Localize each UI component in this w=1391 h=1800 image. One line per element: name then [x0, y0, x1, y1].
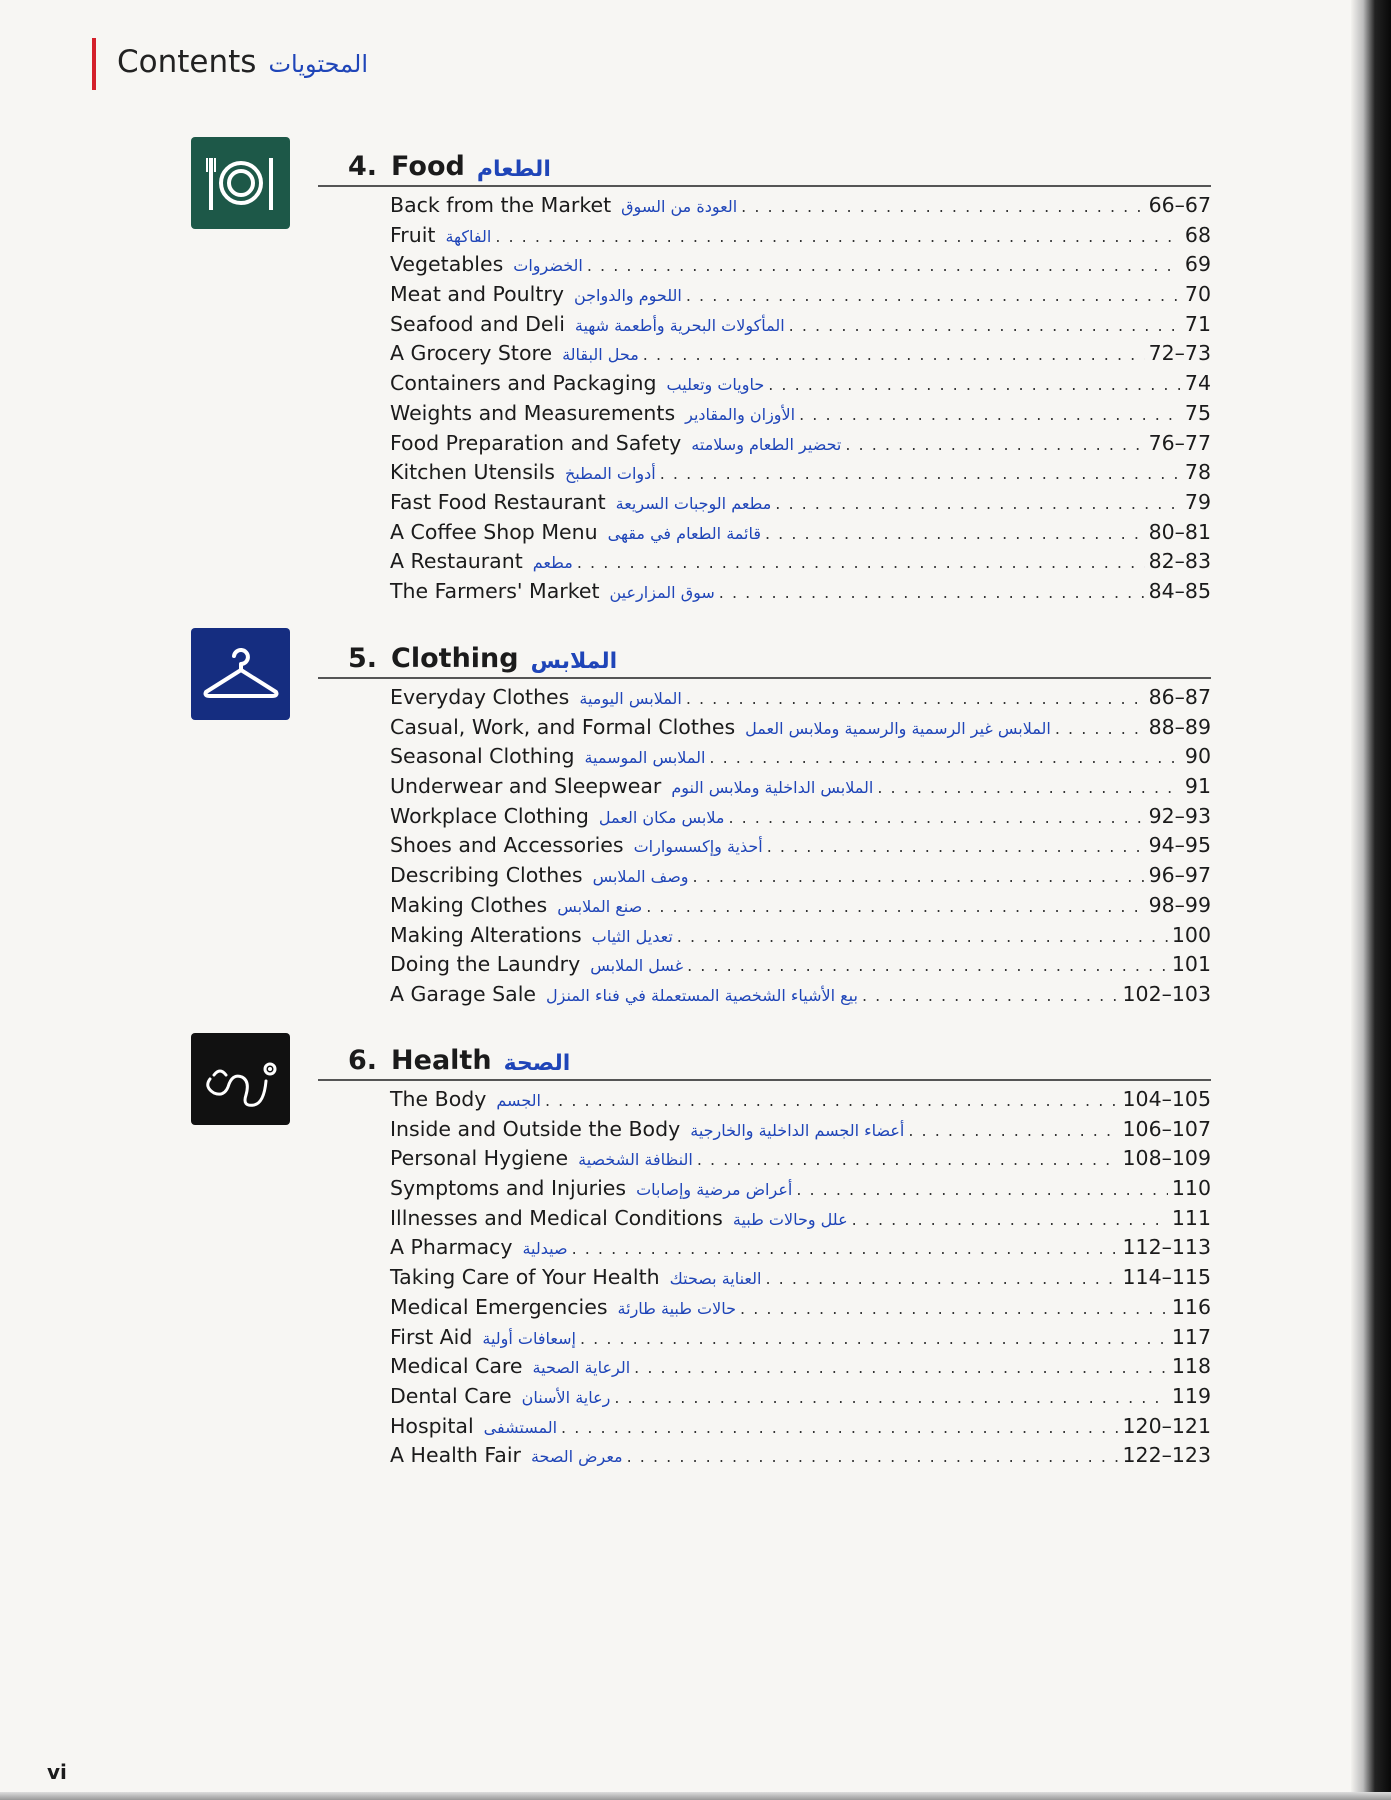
- dot-leader: [572, 1239, 1119, 1258]
- page-edge-shadow: [1351, 0, 1391, 1800]
- title-en: Contents: [117, 44, 257, 80]
- entry-title-ar: العودة من السوق: [621, 197, 738, 216]
- entry-title: Containers and Packaging: [390, 371, 657, 396]
- entry-title-ar: صنع الملابس: [557, 896, 643, 916]
- entry-title-ar: اللحوم والدواجن: [573, 286, 682, 306]
- entry-page: 76–77: [1148, 430, 1211, 455]
- entry-title: Seasonal Clothing: [390, 744, 575, 769]
- entry-title-ar: المستشفى: [483, 1417, 558, 1437]
- entry-page: 108–109: [1122, 1146, 1211, 1171]
- dot-leader: [796, 1180, 1168, 1199]
- section-heading: [318, 634, 1211, 679]
- entry-page: 70: [1184, 282, 1211, 307]
- entry-title-ar: تحضير الطعام وسلامته: [691, 434, 842, 454]
- entry-title: A Grocery Store: [390, 341, 553, 366]
- entry-title-ar: علل وحالات طبية: [732, 1209, 848, 1229]
- dot-leader: [686, 689, 1145, 708]
- entry-title-ar: أدوات المطبخ: [564, 464, 656, 484]
- entry-title-ar: تعديل الثياب: [591, 926, 673, 946]
- dot-leader: [862, 986, 1119, 1005]
- entry-page: 98–99: [1148, 892, 1211, 917]
- dot-leader: [577, 553, 1145, 572]
- dot-leader: [765, 524, 1145, 543]
- entry-title-ar: محل البقالة: [562, 345, 639, 365]
- entry-page: 84–85: [1148, 578, 1211, 603]
- toc-entry[interactable]: [390, 1176, 1211, 1206]
- dot-leader: [908, 1121, 1118, 1140]
- entry-page: 96–97: [1148, 863, 1211, 888]
- toc-entry[interactable]: [390, 1295, 1211, 1325]
- entry-page: 72–73: [1148, 341, 1211, 366]
- entry-title-ar: أعراض مرضية وإصابات: [636, 1180, 793, 1200]
- dot-leader: [728, 808, 1144, 827]
- entry-page: 90: [1184, 744, 1211, 769]
- entry-page: 88–89: [1148, 714, 1211, 739]
- dot-leader: [646, 897, 1144, 916]
- toc-entry[interactable]: [390, 1384, 1211, 1414]
- entry-title-ar: وصف الملابس: [592, 867, 689, 887]
- entry-title: Making Clothes: [390, 892, 548, 917]
- entry-title: Doing the Laundry: [390, 952, 581, 977]
- dot-leader: [1055, 719, 1145, 738]
- toc-entry[interactable]: [390, 460, 1211, 490]
- entry-title: Symptoms and Injuries: [390, 1176, 627, 1201]
- page-number: vi: [47, 1760, 67, 1784]
- toc-entry[interactable]: [390, 863, 1211, 893]
- toc-entry[interactable]: [390, 549, 1211, 579]
- toc-entry[interactable]: [390, 193, 1211, 223]
- entry-page: 114–115: [1122, 1265, 1211, 1290]
- entry-title-ar: المأكولات البحرية وأطعمة شهية: [574, 315, 785, 335]
- toc-entry[interactable]: [390, 282, 1211, 312]
- entry-title-ar: مطعم الوجبات السريعة: [615, 493, 772, 513]
- entry-page: 117: [1171, 1324, 1211, 1349]
- toc-entry[interactable]: [390, 223, 1211, 253]
- entry-title-ar: صيدلية: [522, 1239, 568, 1259]
- entry-title-ar: الأوزان والمقادير: [685, 404, 796, 424]
- entry-title: The Body: [390, 1087, 487, 1111]
- entry-page: 82–83: [1148, 549, 1211, 574]
- entry-title: The Farmers' Market: [390, 578, 600, 603]
- entry-page: 94–95: [1148, 833, 1211, 858]
- dot-leader: [719, 583, 1145, 602]
- section-heading: [318, 142, 1211, 187]
- toc-entry[interactable]: [390, 833, 1211, 863]
- entry-title-ar: النظافة الشخصية: [578, 1150, 693, 1170]
- section-number: 5.: [348, 643, 378, 674]
- toc-entry[interactable]: [390, 490, 1211, 520]
- entry-title: Weights and Measurements: [390, 400, 676, 425]
- entry-title: Fruit: [390, 222, 436, 247]
- entry-title: Fast Food Restaurant: [390, 489, 606, 514]
- page-title: [117, 44, 368, 80]
- entry-title: A Coffee Shop Menu: [390, 519, 598, 544]
- entry-title: Medical Care: [390, 1354, 523, 1379]
- toc-entry[interactable]: [390, 804, 1211, 834]
- entry-page: 122–123: [1122, 1443, 1211, 1468]
- entry-title: A Restaurant: [390, 549, 523, 574]
- toc-entry[interactable]: [390, 579, 1211, 609]
- entry-title-ar: مطعم: [532, 553, 573, 573]
- entry-list: [318, 685, 1211, 1012]
- entry-page: 75: [1184, 400, 1211, 425]
- section-clothing: [318, 634, 1211, 1012]
- entry-title-ar: معرض الصحة: [530, 1447, 623, 1467]
- hanger-icon: [191, 628, 290, 720]
- entry-page: 110: [1171, 1176, 1211, 1201]
- entry-page: 74: [1184, 371, 1211, 396]
- entry-title: A Pharmacy: [390, 1235, 513, 1260]
- dot-leader: [768, 375, 1181, 394]
- dot-leader: [677, 927, 1168, 946]
- entry-title-ar: غسل الملابس: [590, 956, 684, 976]
- entry-page: 116: [1171, 1294, 1211, 1319]
- title-ar: المحتويات: [268, 50, 369, 78]
- toc-entry[interactable]: [390, 952, 1211, 982]
- toc-entry[interactable]: [390, 1206, 1211, 1236]
- entry-title: Medical Emergencies: [390, 1294, 608, 1319]
- entry-title: Dental Care: [390, 1383, 512, 1408]
- entry-title-ar: حالات طبية طارئة: [617, 1298, 737, 1318]
- dot-leader: [627, 1447, 1119, 1466]
- toc-entry[interactable]: [390, 312, 1211, 342]
- dot-leader: [709, 748, 1180, 767]
- toc-entry[interactable]: [390, 1087, 1211, 1117]
- dot-leader: [877, 778, 1181, 797]
- entry-title: Inside and Outside the Body: [390, 1116, 681, 1141]
- entry-list: [318, 193, 1211, 609]
- entry-title-ar: قائمة الطعام في مقهى: [607, 523, 761, 543]
- entry-page: 106–107: [1122, 1116, 1211, 1141]
- dot-leader: [740, 1299, 1168, 1318]
- entry-title: Making Alterations: [390, 922, 582, 947]
- toc-entry[interactable]: [390, 1325, 1211, 1355]
- entry-page: 79: [1184, 489, 1211, 514]
- stethoscope-icon: [191, 1033, 290, 1125]
- dot-leader: [767, 837, 1145, 856]
- entry-page: 101: [1171, 952, 1211, 977]
- entry-title-ar: الفاكهة: [445, 226, 492, 246]
- entry-page: 111: [1171, 1205, 1211, 1230]
- entry-page: 68: [1184, 222, 1211, 247]
- entry-title: Hospital: [390, 1413, 474, 1438]
- entry-title: A Health Fair: [390, 1443, 521, 1468]
- toc-entry[interactable]: [390, 982, 1211, 1012]
- dot-leader: [580, 1329, 1168, 1348]
- entry-title-ar: الرعاية الصحية: [532, 1358, 631, 1378]
- entry-title: Seafood and Deli: [390, 311, 565, 336]
- dot-leader: [587, 256, 1181, 275]
- section-title: Health: [391, 1045, 492, 1076]
- entry-page: 92–93: [1148, 803, 1211, 828]
- entry-page: 119: [1171, 1383, 1211, 1408]
- dot-leader: [614, 1388, 1167, 1407]
- dot-leader: [741, 197, 1144, 216]
- toc-entry[interactable]: [390, 685, 1211, 715]
- page-bottom-edge: [0, 1792, 1391, 1800]
- section-heading: [318, 1036, 1211, 1081]
- toc-entry[interactable]: [390, 774, 1211, 804]
- dot-leader: [545, 1091, 1119, 1110]
- dot-leader: [643, 345, 1145, 364]
- toc-entry[interactable]: [390, 744, 1211, 774]
- toc-entry[interactable]: [390, 715, 1211, 745]
- entry-title: Personal Hygiene: [390, 1146, 569, 1171]
- entry-title: Back from the Market: [390, 193, 612, 217]
- entry-title: Everyday Clothes: [390, 685, 570, 709]
- entry-page: 102–103: [1122, 981, 1211, 1006]
- entry-title-ar: إسعافات أولية: [482, 1328, 576, 1348]
- entry-title: First Aid: [390, 1324, 473, 1349]
- toc-entry[interactable]: [390, 1117, 1211, 1147]
- section-number: 6.: [348, 1045, 378, 1076]
- dot-leader: [561, 1418, 1118, 1437]
- entry-title-ar: الجسم: [496, 1091, 541, 1110]
- dot-leader: [686, 286, 1181, 305]
- entry-title: Vegetables: [390, 252, 504, 277]
- dot-leader: [687, 956, 1168, 975]
- toc-entry[interactable]: [390, 1235, 1211, 1265]
- entry-title-ar: الملابس اليومية: [579, 689, 682, 708]
- section-title: Clothing: [391, 643, 519, 674]
- entry-page: 112–113: [1122, 1235, 1211, 1260]
- dot-leader: [845, 435, 1144, 454]
- toc-entry[interactable]: [390, 1265, 1211, 1295]
- entry-page: 120–121: [1122, 1413, 1211, 1438]
- section-title-ar: الطعام: [476, 157, 551, 182]
- entry-title: Workplace Clothing: [390, 803, 589, 828]
- entry-title-ar: الخضروات: [513, 256, 583, 276]
- entry-title: Underwear and Sleepwear: [390, 774, 662, 799]
- dot-leader: [693, 867, 1145, 886]
- toc-entry[interactable]: [390, 923, 1211, 953]
- entry-title-ar: بيع الأشياء الشخصية المستعملة في فناء المنزل: [546, 985, 858, 1005]
- entry-title-ar: ملابس مكان العمل: [598, 807, 725, 827]
- title-accent-bar: [92, 38, 96, 90]
- entry-list: [318, 1087, 1211, 1473]
- section-health: [318, 1036, 1211, 1473]
- section-title: Food: [391, 151, 465, 182]
- toc-entry[interactable]: [390, 893, 1211, 923]
- entry-title: Illnesses and Medical Conditions: [390, 1205, 723, 1230]
- entry-page: 100: [1171, 922, 1211, 947]
- entry-page: 104–105: [1122, 1087, 1211, 1111]
- dot-leader: [660, 464, 1181, 483]
- entry-title-ar: حاويات وتعليب: [666, 375, 765, 395]
- entry-title: Meat and Poultry: [390, 282, 564, 307]
- dot-leader: [799, 405, 1181, 424]
- toc-entry[interactable]: [390, 401, 1211, 431]
- dot-leader: [852, 1210, 1168, 1229]
- entry-page: 80–81: [1148, 519, 1211, 544]
- dot-leader: [775, 494, 1181, 513]
- toc-entry[interactable]: [390, 1146, 1211, 1176]
- entry-page: 66–67: [1148, 193, 1211, 217]
- toc-entry[interactable]: [390, 1414, 1211, 1444]
- entry-title-ar: الملابس الموسمية: [584, 748, 706, 768]
- entry-title: Casual, Work, and Formal Clothes: [390, 714, 736, 739]
- section-number: 4.: [348, 151, 378, 182]
- entry-page: 78: [1184, 460, 1211, 485]
- entry-title-ar: الملابس غير الرسمية والرسمية وملابس العمل: [745, 718, 1051, 738]
- section-title-ar: الملابس: [530, 649, 618, 674]
- entry-title-ar: سوق المزارعين: [609, 582, 715, 602]
- toc-entry[interactable]: [390, 1354, 1211, 1384]
- entry-title-ar: أعضاء الجسم الداخلية والخارجية: [690, 1120, 905, 1140]
- toc-entry[interactable]: [390, 431, 1211, 461]
- section-title-ar: الصحة: [503, 1051, 571, 1076]
- dot-leader: [697, 1150, 1119, 1169]
- entry-page: 86–87: [1148, 685, 1211, 709]
- entry-page: 71: [1184, 311, 1211, 336]
- entry-title: A Garage Sale: [390, 981, 537, 1006]
- dot-leader: [495, 227, 1181, 246]
- toc-entry[interactable]: [390, 520, 1211, 550]
- entry-title: Taking Care of Your Health: [390, 1265, 660, 1290]
- entry-title-ar: رعاية الأسنان: [521, 1387, 611, 1407]
- entry-title: Food Preparation and Safety: [390, 430, 682, 455]
- entry-page: 118: [1171, 1354, 1211, 1379]
- entry-title-ar: أحذية وإكسسوارات: [633, 837, 763, 857]
- plate-fork-knife-icon: [191, 137, 290, 229]
- entry-page: 69: [1184, 252, 1211, 277]
- dot-leader: [765, 1269, 1118, 1288]
- entry-page: 91: [1184, 774, 1211, 799]
- entry-title: Describing Clothes: [390, 863, 583, 888]
- dot-leader: [634, 1358, 1168, 1377]
- entry-title-ar: الملابس الداخلية وملابس النوم: [671, 778, 874, 798]
- entry-title-ar: العناية بصحتك: [669, 1269, 762, 1289]
- toc-entry[interactable]: [390, 371, 1211, 401]
- dot-leader: [789, 316, 1181, 335]
- section-food: [318, 142, 1211, 609]
- toc-entry[interactable]: [390, 341, 1211, 371]
- entry-title: Shoes and Accessories: [390, 833, 624, 858]
- toc-entry[interactable]: [390, 1443, 1211, 1473]
- entry-title: Kitchen Utensils: [390, 460, 555, 485]
- toc-entry[interactable]: [390, 252, 1211, 282]
